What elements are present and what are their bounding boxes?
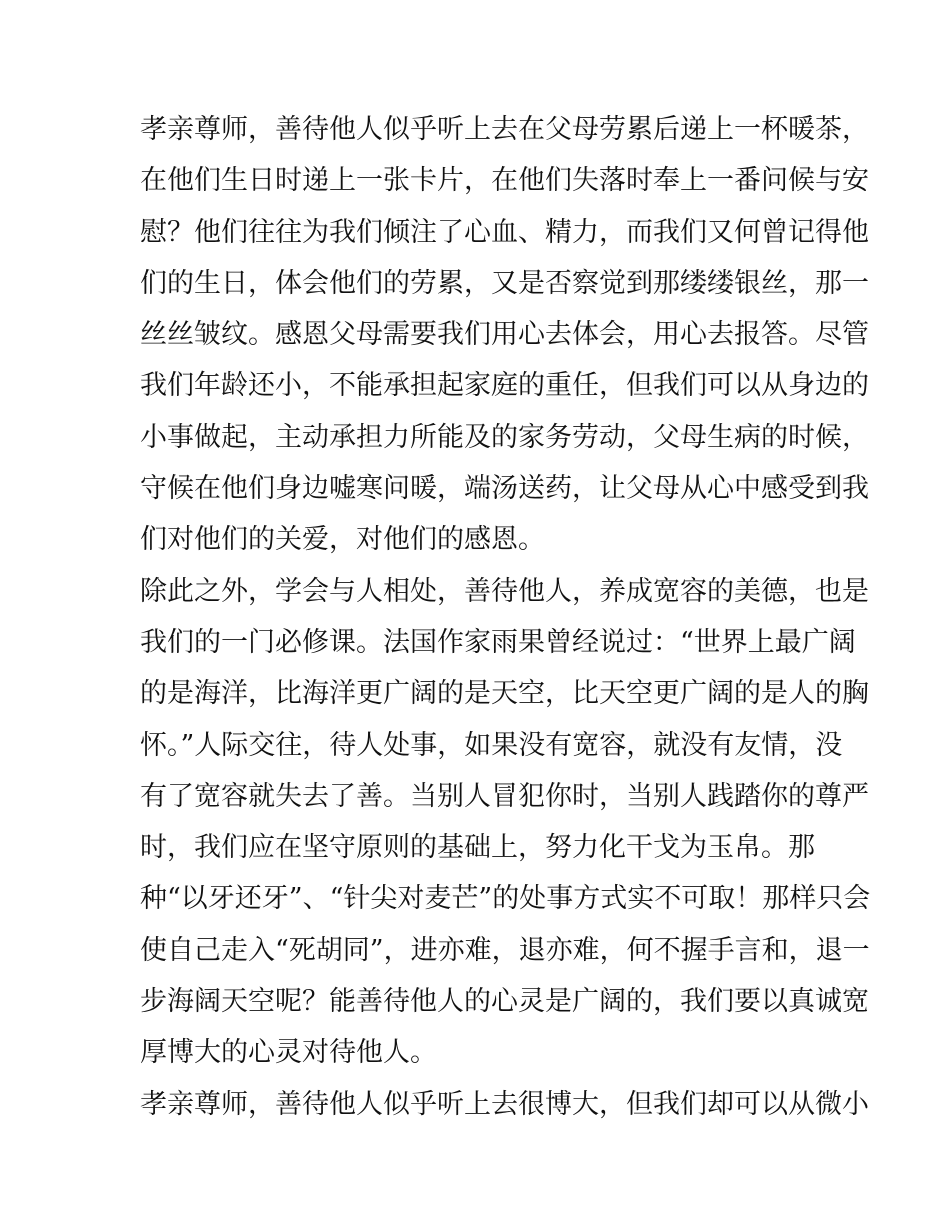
text-line: 小事做起，主动承担力所能及的家务劳动，父母生病的时候， xyxy=(140,421,869,453)
text-line: 守候在他们身边嘘寒问暖，端汤送药，让父母从心中感受到我 xyxy=(140,473,869,505)
text-line: 们的生日，体会他们的劳累，又是否察觉到那缕缕银丝，那一 xyxy=(140,267,869,299)
document-body xyxy=(140,104,871,1130)
text-line: 孝亲尊师，善待他人似乎听上去在父母劳累后递上一杯暖茶， xyxy=(140,114,869,145)
text-line: 孝亲尊师，善待他人似乎听上去很博大，但我们却可以从微小 xyxy=(140,1088,869,1120)
text-line: 们对他们的关爱，对他们的感恩。 xyxy=(140,524,545,556)
text-line: 种“以牙还牙”、“针尖对麦芒”的处事方式实不可取！那样只会 xyxy=(140,883,871,915)
text-line: 除此之外，学会与人相处，善待他人，养成宽容的美德，也是 xyxy=(140,575,869,607)
text-line: 我们年龄还小，不能承担起家庭的重任，但我们可以从身边的 xyxy=(140,370,869,402)
text-line: 厚博大的心灵对待他人。 xyxy=(140,1037,437,1069)
text-line: 步海阔天空呢？能善待他人的心灵是广阔的，我们要以真诚宽 xyxy=(140,986,869,1018)
text-line: 我们的一门必修课。法国作家雨果曾经说过：“世界上最广阔 xyxy=(140,626,856,658)
text-line: 有了宽容就失去了善。当别人冒犯你时，当别人践踏你的尊严 xyxy=(140,780,869,812)
text-line: 丝丝皱纹。感恩父母需要我们用心去体会，用心去报答。尽管 xyxy=(140,319,869,351)
text-line: 时，我们应在坚守原则的基础上，努力化干戈为玉帛。那 xyxy=(140,832,815,864)
text-line: 慰？他们往往为我们倾注了心血、精力，而我们又何曾记得他 xyxy=(140,216,869,248)
text-line: 怀。”人际交往，待人处事，如果没有宽容，就没有友情，没 xyxy=(140,729,843,761)
text-line: 在他们生日时递上一张卡片，在他们失落时奉上一番问候与安 xyxy=(140,165,869,197)
text-line: 使自己走入“死胡同”，进亦难，退亦难，何不握手言和，退一 xyxy=(140,934,870,966)
text-line: 的是海洋，比海洋更广阔的是天空，比天空更广阔的是人的胸 xyxy=(140,678,869,710)
